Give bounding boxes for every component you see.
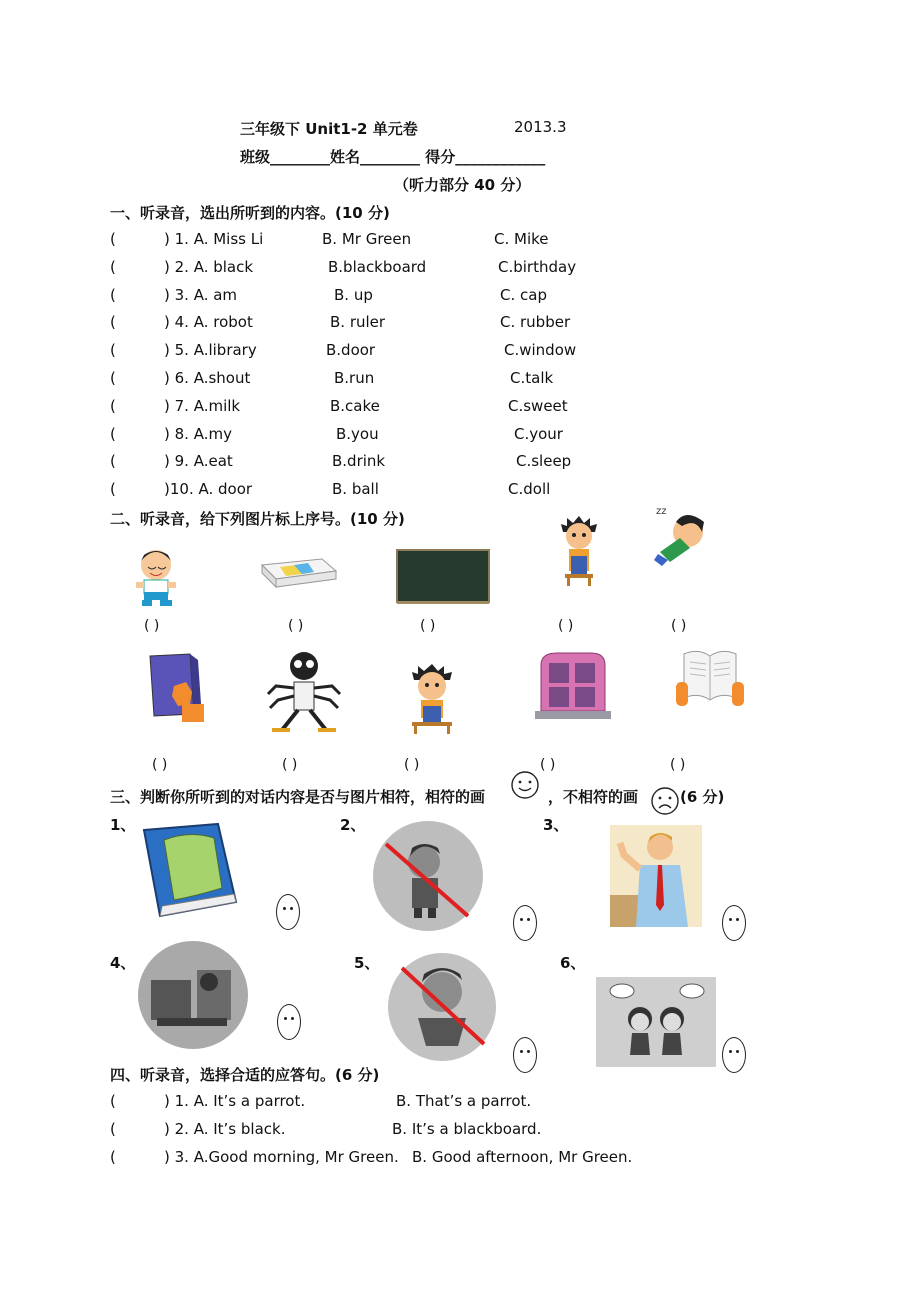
question-option-a: ) 5. A.library: [164, 341, 257, 360]
answer-face-oval[interactable]: [513, 1037, 537, 1073]
answer-blank[interactable]: ( ): [670, 757, 686, 773]
listening-subtitle: （听力部分 40 分）: [394, 176, 531, 194]
answer-blank[interactable]: ( ): [420, 618, 436, 634]
response-option-b: B. It’s a blackboard.: [392, 1120, 542, 1138]
answer-blank[interactable]: ( ): [288, 618, 304, 634]
svg-text:zz: zz: [656, 506, 667, 517]
answer-face-oval[interactable]: [513, 905, 537, 941]
response-option-a: ) 3. A.Good morning, Mr Green.: [164, 1148, 399, 1166]
question-option-a: ) 7. A.milk: [164, 396, 241, 415]
classroom-photo-icon: [137, 940, 249, 1050]
answer-paren[interactable]: (: [110, 369, 116, 387]
answer-paren[interactable]: (: [110, 230, 116, 248]
answer-paren[interactable]: (: [110, 452, 116, 471]
response-option-a: ) 1. A. It’s a parrot.: [164, 1092, 306, 1110]
section-2-title: 二、听录音，给下列图片标上序号。(10 分): [110, 510, 405, 528]
question-number: 1、: [110, 816, 136, 834]
question-option-b: B. ball: [332, 480, 379, 499]
question-number: 4、: [110, 954, 136, 972]
answer-paren[interactable]: (: [110, 1092, 116, 1110]
window-icon: [535, 651, 611, 725]
question-option-b: B.drink: [332, 452, 386, 471]
smiley-face-icon: [510, 770, 540, 800]
answer-paren[interactable]: (: [110, 1120, 116, 1138]
question-option-a: ) 2. A. black: [164, 257, 254, 276]
exam-date: 2013.3: [514, 118, 567, 136]
book-icon: [146, 652, 210, 724]
question-option-a: ) 6. A.shout: [164, 369, 251, 387]
question-option-c: C.birthday: [498, 257, 577, 276]
student-info-line: 班级________姓名________ 得分____________: [240, 148, 546, 166]
question-option-a: )10. A. door: [164, 480, 253, 499]
answer-blank[interactable]: ( ): [558, 618, 574, 634]
response-option-b: B. Good afternoon, Mr Green.: [412, 1148, 633, 1166]
question-option-c: C.window: [504, 341, 577, 360]
question-option-b: B. up: [334, 285, 373, 304]
green-book-icon: [140, 822, 238, 918]
sad-face-icon: [650, 786, 680, 816]
section-3-title-part-a: 三、判断你所听到的对话内容是否与图片相符，相符的画: [110, 788, 486, 806]
question-option-b: B.cake: [330, 396, 380, 415]
answer-blank[interactable]: ( ): [404, 757, 420, 773]
answer-paren[interactable]: (: [110, 1148, 116, 1166]
answer-face-oval[interactable]: [722, 1037, 746, 1073]
question-option-b: B. ruler: [330, 313, 386, 332]
question-number: 2、: [340, 816, 366, 834]
section-3-title-score: (6 分): [680, 788, 725, 806]
answer-paren[interactable]: (: [110, 313, 116, 332]
question-number: 5、: [354, 954, 380, 972]
question-option-a: ) 4. A. robot: [164, 313, 253, 332]
answer-blank[interactable]: ( ): [540, 757, 556, 773]
answer-face-oval[interactable]: [277, 1004, 301, 1040]
question-number: 6、: [560, 954, 586, 972]
no-eat-icon: [386, 952, 498, 1062]
answer-blank[interactable]: ( ): [144, 618, 160, 634]
question-option-b: B.door: [326, 341, 376, 360]
answer-face-oval[interactable]: [276, 894, 300, 930]
question-option-c: C. Mike: [494, 230, 549, 248]
question-option-a: ) 1. A. Miss Li: [164, 230, 264, 248]
question-option-b: B. Mr Green: [322, 230, 412, 248]
question-option-c: C. rubber: [500, 313, 571, 332]
two-girls-talking-icon: [596, 977, 716, 1067]
question-option-b: B.run: [334, 369, 375, 387]
answer-paren[interactable]: (: [110, 396, 116, 415]
question-option-c: C.doll: [508, 480, 551, 499]
section-4-title: 四、听录音，选择合适的应答句。(6 分): [110, 1066, 380, 1084]
teacher-icon: [610, 825, 702, 927]
question-option-c: C.sleep: [516, 452, 572, 471]
question-option-c: C. cap: [500, 285, 547, 304]
open-book-icon: [674, 648, 746, 710]
page-title: 三年级下 Unit1-2 单元卷: [240, 120, 418, 138]
question-number: 3、: [543, 816, 569, 834]
response-option-b: B. That’s a parrot.: [396, 1092, 532, 1110]
question-option-b: B.you: [336, 424, 379, 443]
blackboard-icon: [396, 549, 490, 605]
boy-standing-icon: [557, 516, 601, 588]
answer-paren[interactable]: (: [110, 341, 116, 360]
boy-sleeping-icon: [652, 500, 714, 568]
answer-paren[interactable]: (: [110, 285, 116, 304]
question-option-b: B.blackboard: [328, 257, 427, 276]
robot-icon: [262, 650, 346, 738]
answer-blank[interactable]: ( ): [671, 618, 687, 634]
section-1-title: 一、听录音，选出所听到的内容。(10 分): [110, 204, 390, 222]
section-3-title-part-b: ，不相符的画: [548, 788, 639, 806]
question-option-a: ) 8. A.my: [164, 424, 232, 443]
response-option-a: ) 2. A. It’s black.: [164, 1120, 286, 1138]
answer-paren[interactable]: (: [110, 424, 116, 443]
question-option-c: C.your: [514, 424, 563, 443]
answer-paren[interactable]: (: [110, 257, 116, 276]
question-option-a: ) 3. A. am: [164, 285, 238, 304]
answer-paren[interactable]: (: [110, 480, 116, 499]
boy-sitting-icon: [406, 664, 458, 736]
answer-blank[interactable]: ( ): [152, 757, 168, 773]
question-option-a: ) 9. A.eat: [164, 452, 233, 471]
answer-face-oval[interactable]: [722, 905, 746, 941]
answer-blank[interactable]: ( ): [282, 757, 298, 773]
rubber-icon: [258, 553, 338, 593]
question-option-c: C.talk: [510, 369, 554, 387]
boy-smiling-icon: [130, 545, 182, 609]
no-shout-icon: [372, 820, 484, 932]
question-option-c: C.sweet: [508, 396, 568, 415]
